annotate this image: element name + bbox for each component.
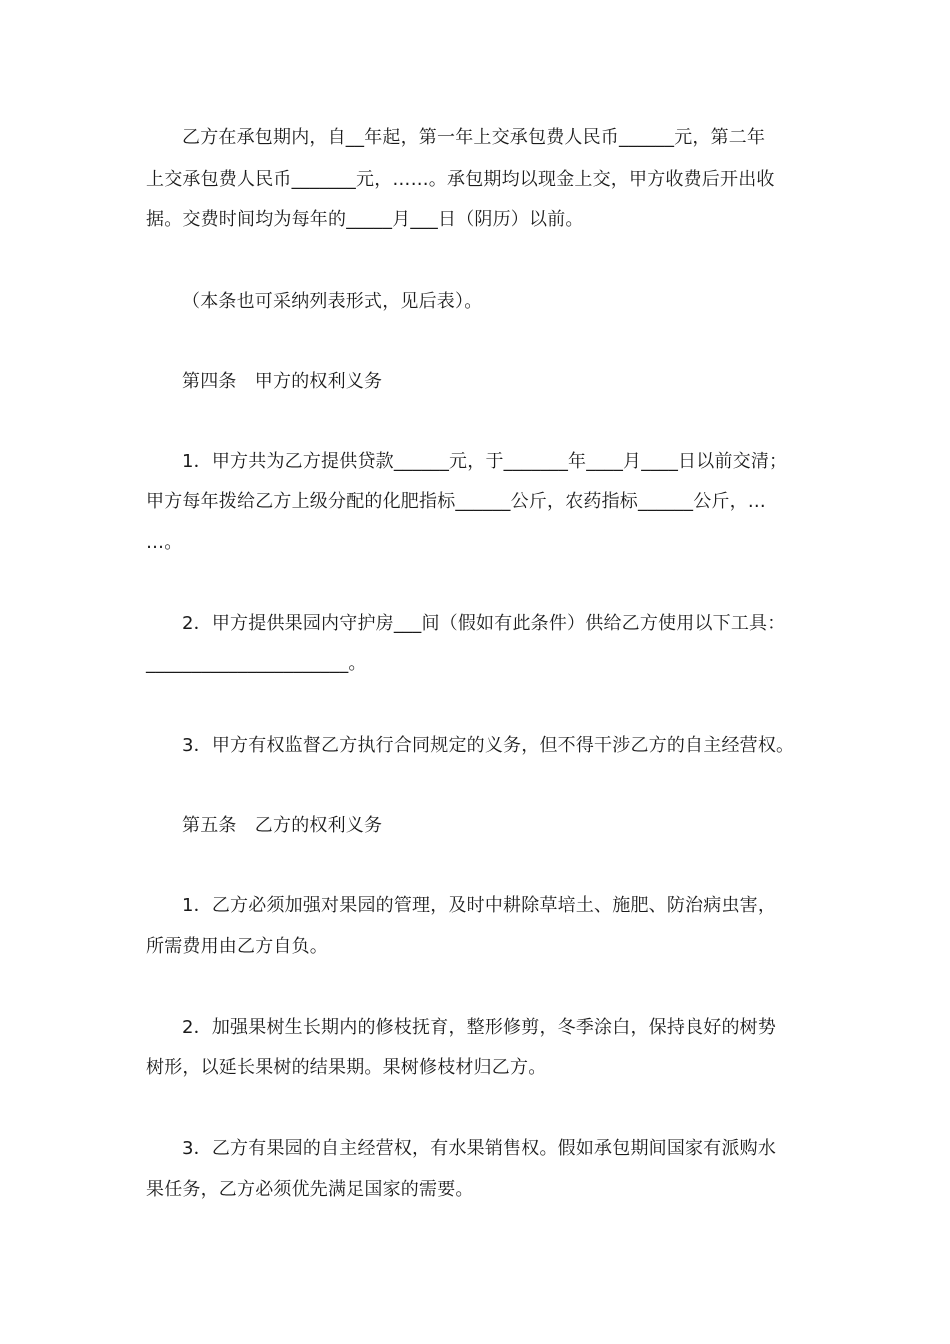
paragraph-line: 上交承包费人民币_______元，……。承包期均以现金上交，甲方收费后开出收 <box>146 169 775 190</box>
paragraph-line: 乙方在承包期内，自__年起，第一年上交承包费人民币______元，第二年 <box>182 127 766 148</box>
paragraph-line: 3．甲方有权监督乙方执行合同规定的义务，但不得干涉乙方的自主经营权。 <box>182 735 795 756</box>
paragraph-line: 1．甲方共为乙方提供贷款______元，于_______年____月____日以前交清； <box>182 451 788 472</box>
article-heading: 第四条 甲方的权利义务 <box>182 371 383 392</box>
paragraph-line: 甲方每年拨给乙方上级分配的化肥指标______公斤，农药指标______公斤，… <box>146 491 766 512</box>
paragraph-line: 果任务，乙方必须优先满足国家的需要。 <box>146 1179 474 1200</box>
paragraph-line: 据。交费时间均为每年的_____月___日（阴历）以前。 <box>146 209 584 230</box>
paragraph-line: 树形，以延长果树的结果期。果树修枝材归乙方。 <box>146 1057 547 1078</box>
paragraph-line: （本条也可采纳列表形式，见后表）。 <box>182 291 483 312</box>
paragraph-line: 1．乙方必须加强对果园的管理，及时中耕除草培土、施肥、防治病虫害， <box>182 895 777 916</box>
paragraph-line: 2．甲方提供果园内守护房___间（假如有此条件）供给乙方使用以下工具： <box>182 613 786 634</box>
paragraph-line: 3．乙方有果园的自主经营权，有水果销售权。假如承包期间国家有派购水 <box>182 1138 777 1159</box>
paragraph-line: …。 <box>146 532 183 553</box>
paragraph-line: ______________________。 <box>146 653 367 674</box>
paragraph-line: 2．加强果树生长期内的修枝抚育，整形修剪，冬季涂白，保持良好的树势 <box>182 1017 777 1038</box>
paragraph-line: 所需费用由乙方自负。 <box>146 936 328 957</box>
article-heading: 第五条 乙方的权利义务 <box>182 815 383 836</box>
